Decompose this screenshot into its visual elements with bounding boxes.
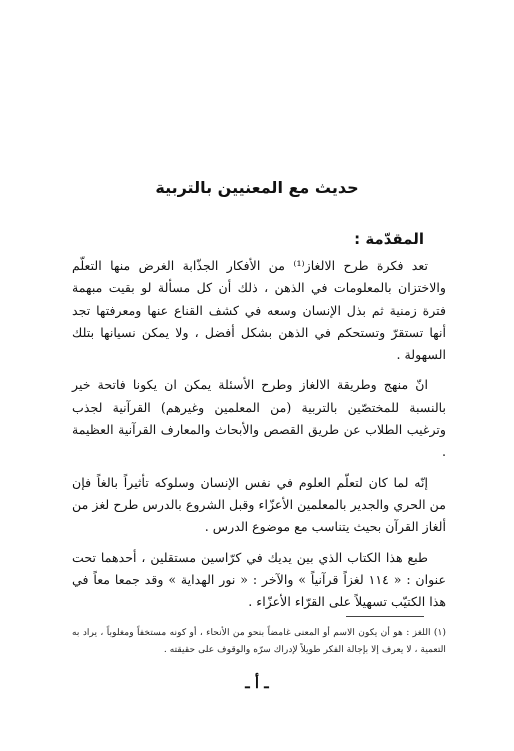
paragraph: تعد فكرة طرح الالغاز⁽¹⁾ من الأفكار الجذّابة الغرض منها التعلّم والاختزان بالمعلومات في الذهن ، ذلك أن كل مسألة لو بقيت مبهمة فترة زمنية ثم بذل الإنسان وسعه في كشف القناع عنها ومعرفتها تجد أنها تستقرّ وتستحكم في الذهن بشكل أفضل ، ولا يمكن نسيانها بتلك السهولة . (72, 258, 446, 363)
paragraph: طبع هذا الكتاب الذي بين يديك في كرّاسين مستقلين ، أحدهما تحت عنوان : « ١١٤ لغزاً قرآنياً » والآخر : « نور الهداية » وقد جمعا معاً في هذا الكتيّب تسهيلاً على القرّاء الأعزّاء . (72, 549, 446, 610)
footnote-divider (346, 616, 424, 617)
page-number: ـ أ ـ (245, 674, 269, 692)
section-heading: المقدّمة : (354, 230, 424, 248)
paragraph: انّ منهج وطريقة الالغاز وطرح الأسئلة يمكن ان يكونا فاتحة خير بالنسبة للمختصّين بالتربية (من المعلمين وغيرهم) القرآنية لجذب وترغيب الطلاب عن طريق القصص والأبحاث والمعارف القرآنية العظيمة . (72, 377, 446, 460)
paragraph: إنّه لما كان لتعلّم العلوم في نفس الإنسان وسلوكه تأثيراً بالغاً فإن من الحري والجدير بالمعلمين الأعزّاء وقبل الشروع بالدرس طرح لغز من ألغاز القرآن بحيث يتناسب مع موضوع الدرس . (72, 474, 446, 535)
footnote (72, 624, 446, 658)
footnote-text: (١) اللغز : هو أن يكون الاسم أو المعنى غامضاً بنحو من الأنحاء ، أو كونه مستخفاً ومغلوباً ، يراد به التعمية ، لا يعرف إلا بإجالة الفكر طويلاً لإدراك سرّه والوقوف على حقيقته . (72, 627, 446, 655)
body-text (72, 255, 446, 613)
page-title: حديث مع المعنيين بالتربية (155, 178, 359, 197)
